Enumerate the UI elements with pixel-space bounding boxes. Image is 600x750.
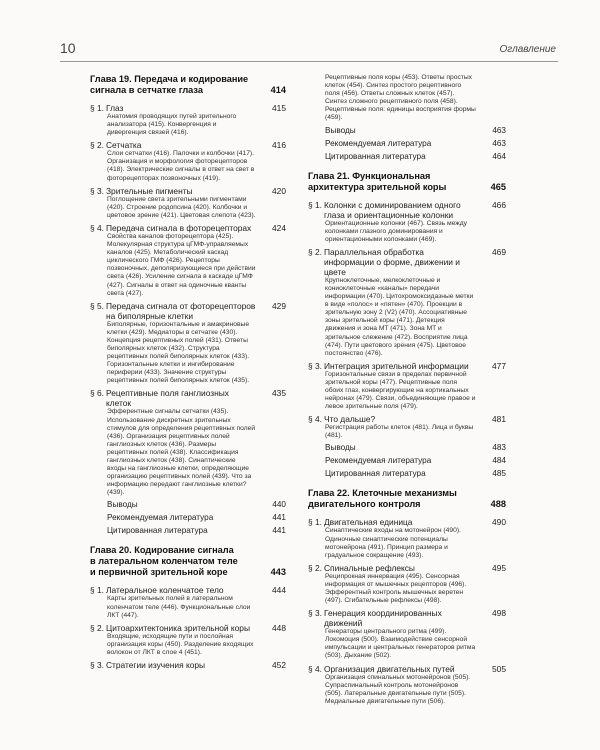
section-description: Крупноклеточные, мелкоклеточные и кониоклеточные «каналы» передачи информации (470). Цитохромоксидазные метки в виде «полос» и «пятен» (470). Проекции в зрительную зону 2 (V2) (470). Ассоциативные зоны зрительной коры (471). Детекция движения и зона MT (471). Зона MT и зрительное слежение (472). Восприятие лица (474). Пути цветового зрения (475). Цветовое постоянство (476). [325,276,474,357]
chapter-22-title-line2: двигательного контроля [308,499,421,510]
tail-title: Рекомендуемая литература [325,138,432,148]
toc-entry-ch20-s3[interactable] [90,660,286,670]
toc-entry-ch21-s2[interactable] [308,247,506,277]
section-page: 448 [272,622,286,633]
section-description: Генераторы центрального ритма (499). Локомоция (500). Взаимодействие сенсорной импульсации и центральных генераторов ритма (503). Дыхание (502). [325,628,476,660]
section-description: Организация спинальных мотонейронов (505). Супраспинальный контроль мотонейронов (505). Латеральные двигательные пути (505). Медиальные двигательные пути (506). [325,673,471,705]
chapter-19-title-line1: Глава 19. Передача и кодирование [90,74,249,84]
tail-title: Цитированная литература [325,469,426,479]
section-page: 416 [272,140,286,151]
section-description-continued: Рецептивные поля коры (453). Ответы простых клеток (454). Синтез простого рецептивного поля (456). Ответы сложных клеток (457). Синтез сложного рецептивного поля (458). Рецептивные поля: единицы восприятия формы (459). [325,74,476,122]
section-page: 420 [272,185,286,196]
toc-entry-ch21-summary[interactable] [308,443,506,453]
tail-title: Цитированная литература [107,526,208,536]
section-page: 505 [492,663,506,674]
toc-entry-ch19-s4[interactable] [90,223,286,233]
section-title: Глаз [106,103,124,113]
section-number: § 6. [90,388,104,399]
section-description: Синаптические входы на мотонейрон (490). Одиночные синаптические потенциалы мотонейрона (491). Принцип размера и градуальное сокращение (493). [325,527,461,559]
section-page: 415 [272,103,286,113]
section-number: § 2. [308,246,322,257]
section-number: § 4. [308,414,322,425]
section-number: § 1. [90,585,104,596]
chapter-19-title-line2-row [90,85,286,96]
section-title: Что дальше? [324,414,376,425]
section-title: Генерация координированных движений [324,608,442,629]
chapter-22-heading[interactable] [308,488,506,510]
section-title: Передача сигнала от фоторецепторов на биполярные клетки [106,300,256,321]
tail-page: 441 [272,526,286,536]
section-description: Горизонтальные связи в пределах первичной зрительной коры (477). Рецептивные поля обоих глаз, конвергирующие на кортикальных нейронах (479). Связи, объединяющие правое и левое зрительные поля (479). [325,370,476,411]
chapter-21-heading[interactable] [308,171,506,193]
section-page: 490 [492,517,506,528]
section-title: Стратегии изучения коры [106,660,206,671]
section-number: § 3. [90,660,104,671]
chapter-22-title-line2-row [308,499,506,510]
section-page: 495 [492,562,506,573]
toc-entry-ch19-cited[interactable] [90,526,286,536]
toc-entry-ch22-s2[interactable] [308,563,506,573]
tail-page: 483 [492,443,506,453]
toc-entry-ch19-recommended[interactable] [90,513,286,523]
toc-entry-ch21-cited[interactable] [308,469,506,479]
section-page: 498 [492,608,506,619]
section-page: 452 [272,660,286,671]
section-description: Анатомия проводящих путей зрительного анализатора (415). Конвергенция и дивергенция связей (416). [107,113,237,137]
toc-right-column [308,74,506,706]
section-title: Сетчатка [106,140,142,151]
section-number: § 1. [90,103,104,113]
section-description: Карты зрительных полей в латеральном коленчатом теле (446). Функциональные слои ЛКТ (447). [107,595,251,619]
toc-entry-ch20-summary[interactable] [308,126,506,136]
chapter-19-heading[interactable] [90,74,286,96]
section-page: 429 [272,300,286,311]
section-title: Латеральное коленчатое тело [106,585,224,596]
toc-entry-ch20-s2[interactable] [90,623,286,633]
tail-title: Цитированная литература [325,151,426,161]
toc-entry-ch19-s5[interactable] [90,301,286,321]
section-number: § 2. [308,562,322,573]
tail-page: 485 [492,469,506,479]
section-number: § 4. [308,663,322,674]
chapter-19-page: 414 [270,85,286,95]
section-number: § 4. [90,222,104,233]
section-number: § 2. [90,622,104,633]
section-number: § 1. [308,517,322,528]
section-number: § 3. [308,360,322,371]
chapter-20-title-line3-row [90,567,286,578]
header-rule [60,61,558,62]
chapter-20-heading[interactable] [90,545,286,578]
section-description: Реципрокная иннервация (495). Сенсорная информация от мышечных рецепторов (496). Эфферентный контроль мышечных веретен (497). Сгибательные рефлексы (498). [325,572,467,605]
tail-page: 484 [492,456,506,466]
section-title: Колонки с доминированием одного глаза и ориентационные колонки [324,199,461,220]
section-description: Поглощение света зрительными пигментами (420). Строение родопсина (420). Колбочки и цветовое зрение (421). Цветовая слепота (423). [107,195,256,219]
chapter-21-title-line2-row [308,182,506,193]
section-page: 424 [272,222,286,233]
section-number: § 3. [308,608,322,619]
chapter-20-title-line1: Глава 20. Кодирование сигнала [90,545,234,556]
toc-entry-ch21-recommended[interactable] [308,456,506,466]
tail-title: Выводы [325,125,356,135]
toc-entry-ch22-s3[interactable] [308,608,506,628]
toc-entry-ch21-s3[interactable] [308,361,506,371]
tail-page: 463 [492,125,506,135]
tail-page: 464 [492,151,506,161]
toc-entry-ch19-s6[interactable] [90,388,286,408]
section-number: § 5. [90,300,104,311]
section-page: 481 [492,414,506,425]
section-page: 444 [272,585,286,596]
tail-page: 440 [272,500,286,510]
section-page: 435 [272,388,286,399]
section-title: Интеграция зрительной информации [324,360,469,371]
toc-entry-ch20-recommended[interactable] [308,139,506,149]
tail-title: Выводы [325,443,356,453]
section-description: Регистрация работы клеток (481). Лица и буквы (481). [325,424,474,440]
chapter-20-page: 443 [270,567,286,578]
chapter-22-title-line1: Глава 22. Клеточные механизмы [308,488,457,499]
section-title: Зрительные пигменты [106,185,193,196]
tail-title: Рекомендуемая литература [107,513,214,523]
section-page: 466 [492,199,506,210]
tail-title: Выводы [107,500,138,510]
section-title: Спинальные рефлексы [324,562,415,573]
section-title: Передача сигнала в фоторецепторах [106,222,252,233]
tail-page: 441 [272,513,286,523]
chapter-19-title-line2: сигнала в сетчатке глаза [90,85,203,95]
chapter-20-title-line2: в латеральном коленчатом теле [90,556,238,567]
chapter-21-title-line1: Глава 21. Функциональная [308,170,431,181]
toc-left-column [90,74,286,670]
section-page: 469 [492,246,506,257]
toc-entry-ch21-s4[interactable] [308,414,506,424]
toc-entry-ch20-cited[interactable] [308,152,506,162]
section-title: Двигательная единица [324,517,413,528]
toc-entry-ch19-s1[interactable] [90,103,286,113]
page-number: 10 [60,40,76,56]
section-description: Эфферентные сигналы сетчатки (435). Использование дискретных зрительных стимулов для определения рецептивных полей (436). Организация рецептивных полей ганглиозных клеток (436). Размеры рецептивных полей (438). Классификация ганглиозных клеток (438). Синаптические входы на ганглиозные клетки, определяющие организацию рецептивных полей (439). Что за информацию передают ганглиозные клетки? (439). [107,408,256,497]
chapter-21-page: 465 [490,181,506,192]
section-number: § 2. [90,140,104,151]
toc-entry-ch22-s1[interactable] [308,517,506,527]
section-number: § 1. [308,199,322,210]
running-title: Оглавление [499,44,556,55]
toc-entry-ch19-summary[interactable] [90,500,286,510]
toc-entry-ch21-s1[interactable] [308,200,506,220]
section-title: Цитоархитектоника зрительной коры [106,622,250,633]
chapter-20-title-line3: и первичной зрительной коре [90,567,228,578]
chapter-21-title-line2: архитектура зрительной коры [308,181,447,192]
tail-page: 463 [492,138,506,148]
section-description: Биполярные, горизонтальные и амакриновые клетки (429). Медиаторы в сетчатке (430). Концепция рецептивных полей (431). Ответы биполярных клеток (432). Структура рецептивных полей биполярных клеток (433). Горизонтальные клетки и ингибирование периферии (433). Значение структуры рецептивных полей биполярных клеток (435). [107,320,250,385]
chapter-22-page: 488 [490,499,506,510]
section-title: Организация двигательных путей [324,663,455,674]
section-title: Рецептивные поля ганглиозных клеток [106,388,229,409]
section-description: Слои сетчатки (416). Палочки и колбочки (417). Организация и морфология фоторецепторов (418). Электрические сигналы в ответ на свет в фоторецепторах позвоночных (419). [107,150,255,182]
section-title: Параллельная обработка информации о форме, движении и цвете [324,246,460,277]
toc-entry-ch22-s4[interactable] [308,664,506,674]
section-description: Ориентационные колонки (467). Связь между колонками глазного доминирования и ориентационными колонками (469). [325,219,467,243]
section-number: § 3. [90,185,104,196]
toc-entry-ch19-s3[interactable] [90,186,286,196]
section-description: Входящие, исходящие пути и послойная организация коры (450). Разделение входящих волокон от ЛКТ в слое 4 (451). [107,632,254,656]
tail-title: Рекомендуемая литература [325,456,432,466]
toc-entry-ch20-s1[interactable] [90,585,286,595]
section-page: 477 [492,360,506,371]
section-description: Свойства каналов фоторецептора (425). Молекулярная структура цГМФ-управляемых каналов (425). Метаболический каскад циклического ГМФ (426). Рецепторы позвоночных, деполяризующиеся при действии света (426). Усиление сигнала в каскаде цГМФ (427). Сигналы в ответ на одиночные кванты света (427). [107,232,256,297]
toc-entry-ch19-s2[interactable] [90,140,286,150]
